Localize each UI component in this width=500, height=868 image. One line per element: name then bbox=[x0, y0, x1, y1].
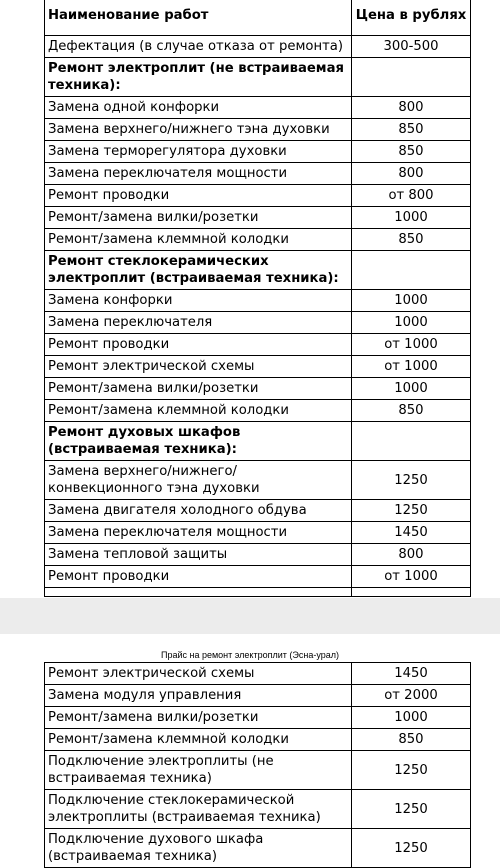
price-cell: 800 bbox=[352, 163, 471, 185]
price-cell: 300-500 bbox=[352, 36, 471, 58]
price-cell: 1250 bbox=[352, 790, 471, 829]
service-name-cell: Дефектация (в случае отказа от ремонта) bbox=[45, 36, 352, 58]
service-name-cell: Подключение электроплиты (не встраиваемая техника) bbox=[45, 751, 352, 790]
price-cell: 850 bbox=[352, 400, 471, 422]
price-cell: 1250 bbox=[352, 751, 471, 790]
price-page-2 bbox=[0, 634, 500, 863]
price-cell: от 1000 bbox=[352, 566, 471, 588]
service-name-cell: Подключение стеклокерамической электроплиты (встраиваемая техника) bbox=[45, 790, 352, 829]
table-row bbox=[45, 729, 471, 751]
table-row bbox=[45, 378, 471, 400]
table-row bbox=[45, 334, 471, 356]
table-row bbox=[45, 400, 471, 422]
section-header-row bbox=[45, 251, 471, 290]
service-name-cell bbox=[45, 588, 352, 597]
price-cell: 800 bbox=[352, 544, 471, 566]
page-title: Прайс на ремонт электроплит (Эсна-урал) bbox=[161, 650, 339, 660]
service-name-cell: Ремонт электрической схемы bbox=[45, 663, 352, 685]
table-header-row bbox=[45, 0, 471, 36]
price-table-page-1 bbox=[44, 0, 471, 597]
table-row bbox=[45, 707, 471, 729]
service-name-cell: Ремонт/замена клеммной колодки bbox=[45, 729, 352, 751]
header-price-cell: Цена в рублях bbox=[352, 0, 471, 36]
price-cell: 1000 bbox=[352, 378, 471, 400]
table-row bbox=[45, 829, 471, 868]
price-cell: 1000 bbox=[352, 290, 471, 312]
price-cell: от 1000 bbox=[352, 356, 471, 378]
service-name-cell: Замена верхнего/нижнего тэна духовки bbox=[45, 119, 352, 141]
price-cell: от 2000 bbox=[352, 685, 471, 707]
price-cell: 1250 bbox=[352, 829, 471, 868]
section-header-row bbox=[45, 422, 471, 461]
price-cell: от 800 bbox=[352, 185, 471, 207]
price-cell bbox=[352, 58, 471, 97]
service-name-cell: Ремонт проводки bbox=[45, 566, 352, 588]
table-row bbox=[45, 500, 471, 522]
price-cell: 1000 bbox=[352, 707, 471, 729]
table-row bbox=[45, 97, 471, 119]
table-row bbox=[45, 685, 471, 707]
table-row bbox=[45, 290, 471, 312]
price-cell: 850 bbox=[352, 119, 471, 141]
service-name-cell: Ремонт электрической схемы bbox=[45, 356, 352, 378]
table-row bbox=[45, 544, 471, 566]
table-row bbox=[45, 163, 471, 185]
price-cell: 1250 bbox=[352, 500, 471, 522]
price-cell: от 1000 bbox=[352, 334, 471, 356]
price-cell: 850 bbox=[352, 229, 471, 251]
price-cell: 1250 bbox=[352, 461, 471, 500]
price-cell: 800 bbox=[352, 97, 471, 119]
service-name-cell: Ремонт/замена вилки/розетки bbox=[45, 207, 352, 229]
service-name-cell: Замена тепловой защиты bbox=[45, 544, 352, 566]
table-row bbox=[45, 663, 471, 685]
price-cell: 1450 bbox=[352, 522, 471, 544]
header-name-cell: Наименование работ bbox=[45, 0, 352, 36]
price-cell: 850 bbox=[352, 729, 471, 751]
service-name-cell: Замена конфорки bbox=[45, 290, 352, 312]
table-row bbox=[45, 36, 471, 58]
table-row bbox=[45, 229, 471, 251]
section-title-cell: Ремонт духовых шкафов (встраиваемая техника): bbox=[45, 422, 352, 461]
service-name-cell: Ремонт/замена вилки/розетки bbox=[45, 707, 352, 729]
table-row bbox=[45, 751, 471, 790]
table-row bbox=[45, 566, 471, 588]
service-name-cell: Ремонт/замена клеммной колодки bbox=[45, 229, 352, 251]
service-name-cell: Замена одной конфорки bbox=[45, 97, 352, 119]
price-table-page-2 bbox=[44, 662, 471, 868]
service-name-cell: Ремонт/замена клеммной колодки bbox=[45, 400, 352, 422]
table-row bbox=[45, 588, 471, 597]
price-cell: 1000 bbox=[352, 207, 471, 229]
section-title-cell: Ремонт стеклокерамических электроплит (встраиваемая техника): bbox=[45, 251, 352, 290]
price-cell bbox=[352, 422, 471, 461]
price-cell: 1000 bbox=[352, 312, 471, 334]
table-row bbox=[45, 312, 471, 334]
page-break-gap bbox=[0, 598, 500, 634]
table-row bbox=[45, 522, 471, 544]
service-name-cell: Ремонт/замена вилки/розетки bbox=[45, 378, 352, 400]
service-name-cell: Ремонт проводки bbox=[45, 334, 352, 356]
price-cell bbox=[352, 251, 471, 290]
price-cell: 1450 bbox=[352, 663, 471, 685]
price-cell bbox=[352, 588, 471, 597]
service-name-cell: Замена терморегулятора духовки bbox=[45, 141, 352, 163]
service-name-cell: Замена переключателя мощности bbox=[45, 522, 352, 544]
service-name-cell: Замена верхнего/нижнего/ конвекционного тэна духовки bbox=[45, 461, 352, 500]
table-row bbox=[45, 790, 471, 829]
service-name-cell: Подключение духового шкафа (встраиваемая техника) bbox=[45, 829, 352, 868]
table-row bbox=[45, 141, 471, 163]
table-row bbox=[45, 207, 471, 229]
table-row bbox=[45, 461, 471, 500]
service-name-cell: Замена модуля управления bbox=[45, 685, 352, 707]
table-row bbox=[45, 356, 471, 378]
service-name-cell: Ремонт проводки bbox=[45, 185, 352, 207]
table-row bbox=[45, 185, 471, 207]
service-name-cell: Замена переключателя мощности bbox=[45, 163, 352, 185]
price-cell: 850 bbox=[352, 141, 471, 163]
section-title-cell: Ремонт электроплит (не встраиваемая техника): bbox=[45, 58, 352, 97]
table-row bbox=[45, 119, 471, 141]
section-header-row bbox=[45, 58, 471, 97]
service-name-cell: Замена двигателя холодного обдува bbox=[45, 500, 352, 522]
service-name-cell: Замена переключателя bbox=[45, 312, 352, 334]
